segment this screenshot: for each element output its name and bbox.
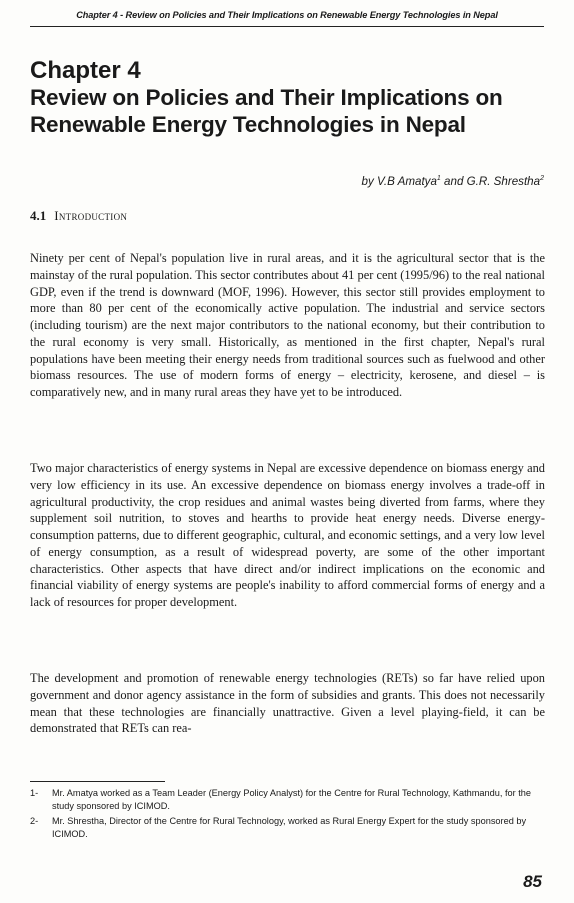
running-head: Chapter 4 - Review on Policies and Their Implications on Renewable Energy Technologies in Nepal: [76, 10, 498, 20]
footnote-2-mark: 2-: [30, 816, 39, 826]
section-number: 4.1: [30, 208, 47, 223]
header-rule: [30, 26, 544, 27]
chapter-title: Review on Policies and Their Implications on Renewable Energy Technologies in Nepal: [30, 85, 503, 137]
body-paragraph-2: Two major characteristics of energy systems in Nepal are excessive dependence on biomass energy and very low efficiency in its use. An excessive dependence on biomass energy involves a trade-off in agricultural productivity, the crop residues and animal wastes being diverted from farms, where they supplement soil nutrition, to stoves and hearths to provide heat energy needs. Diverse energy-consumption patterns, due to different geographic, cultural, and economic settings, and a very low level of energy consumption, as a result of widespread poverty, are some of the other important characteristics. Other aspects that have direct and/or indirect implications on the economic and financial viability of energy systems are people's inability to afford commercial forms of energy and a lack of resources for proper development.: [30, 461, 545, 609]
footnote-1-text: Mr. Amatya worked as a Team Leader (Energy Policy Analyst) for the Centre for Rural Technology, Kathmandu, for the study sponsored by ICIMOD.: [52, 788, 532, 811]
section-heading: [30, 208, 127, 224]
footnote-1: [30, 787, 544, 813]
footnote-1-mark: 1-: [30, 788, 39, 798]
footnote-2: [30, 815, 544, 841]
footnotes: [30, 787, 544, 843]
footnote-rule: [30, 781, 165, 782]
footnote-2-text: Mr. Shrestha, Director of the Centre for Rural Technology, worked as Rural Energy Expert for the study sponsored by ICIMOD.: [52, 816, 527, 839]
byline: [362, 175, 545, 188]
author-1-footnote-mark: 1: [436, 175, 441, 183]
author-2-footnote-mark: 2: [540, 175, 544, 183]
byline-conjunction: and: [444, 175, 464, 188]
chapter-label: Chapter 4: [30, 57, 141, 84]
author-2: G.R. Shrestha: [466, 175, 541, 188]
author-1: V.B Amatya: [376, 175, 437, 188]
body-paragraph-1: Ninety per cent of Nepal's population live in rural areas, and it is the agricultural sector that is the mainstay of the rural population. This sector contributes about 41 per cent (1995/96) to the real national GDP, even if the trend is downward (MOF, 1996). However, this sector still provides employment to more than 80 per cent of the economically active population. The industrial and service sectors (including tourism) are the next major contributors to the national economy, but their contribution to the rural economy is very small. Historically, as mentioned in the first chapter, Nepal's rural populations have been meeting their energy needs from traditional sources such as fuelwood and other biomass resources. The use of modern forms of energy – electricity, kerosene, and diesel – is comparatively new, and in many rural areas they have yet to be introduced.: [30, 251, 545, 399]
byline-prefix: by: [361, 175, 374, 188]
section-title: Introduction: [54, 208, 128, 223]
body-paragraph-3: The development and promotion of renewable energy technologies (RETs) so far have relied upon government and donor agency assistance in the form of subsidies and grants. This does not necessarily mean that these technologies are financially unattractive. Given a level playing-field, it can be demonstrated that RETs can rea-: [30, 671, 545, 736]
page-number: 85: [523, 872, 542, 891]
